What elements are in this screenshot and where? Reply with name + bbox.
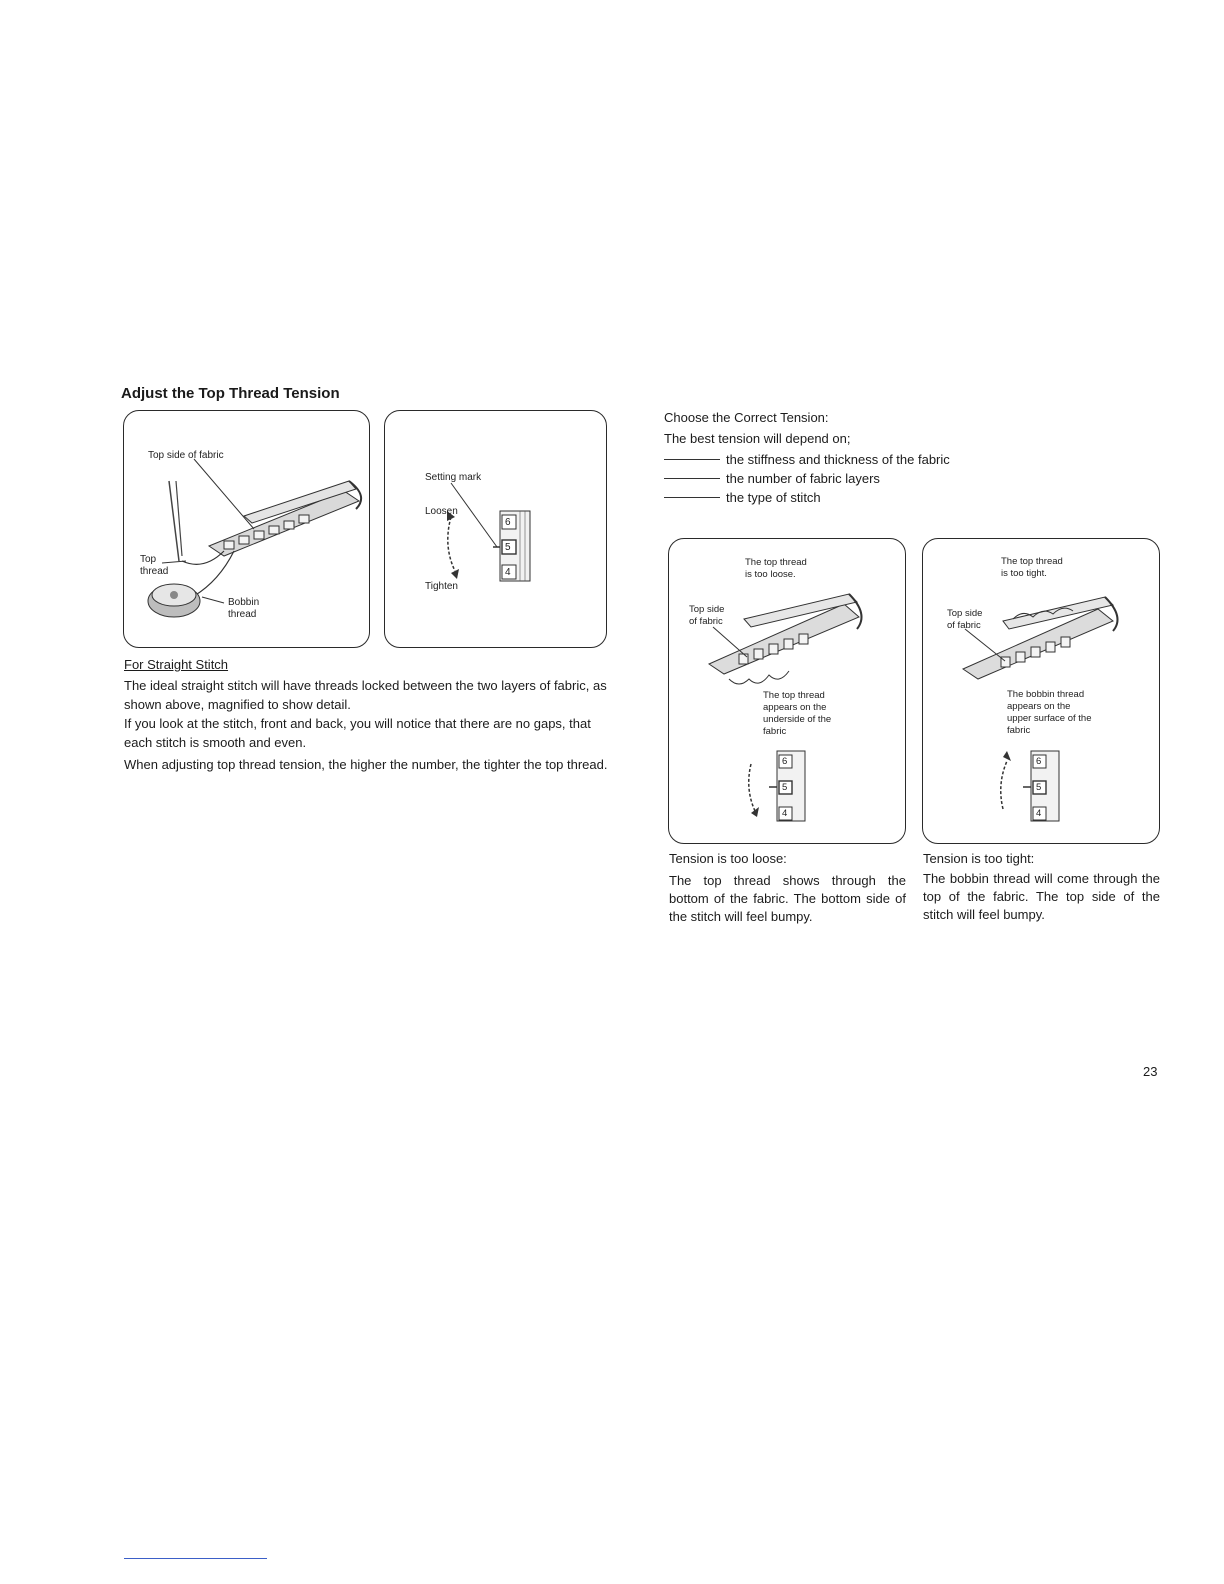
loose-top-side-2: of fabric: [689, 616, 723, 627]
figure-stitch-diagram: [123, 410, 370, 648]
tight-dial-5: 5: [1036, 782, 1042, 793]
tight-note-2: appears on the: [1007, 701, 1071, 712]
dash-line: [664, 478, 720, 479]
tight-caption-2: is too tight.: [1001, 568, 1047, 579]
label-bobbin-2: thread: [228, 609, 257, 620]
loose-note-1: The top thread: [763, 690, 825, 701]
dial-number-4: 4: [505, 567, 511, 578]
tight-note-1: The bobbin thread: [1007, 689, 1085, 700]
tension-factor-text: the number of fabric layers: [726, 471, 880, 486]
label-loosen: Loosen: [425, 506, 458, 517]
loose-dial-5: 5: [782, 782, 788, 793]
tight-note-3: upper surface of the: [1007, 713, 1092, 724]
loose-caption-2: is too loose.: [745, 569, 796, 580]
figure-tension-dial: [384, 410, 607, 648]
tight-body: The bobbin thread will come through the top of the fabric. The top side of the stitch will feel bumpy.: [923, 871, 1160, 922]
dash-line: [664, 459, 720, 460]
straight-stitch-p1: The ideal straight stitch will have threads locked between the two layers of fabric, as shown above, magnified to show detail.: [124, 678, 607, 712]
correct-tension-heading: Choose the Correct Tension:: [664, 410, 829, 425]
label-top-side-fabric: Top side of fabric: [148, 450, 224, 461]
loose-note-4: fabric: [763, 726, 787, 737]
straight-stitch-p3: When adjusting top thread tension, the higher the number, the tighter the top thread.: [124, 757, 608, 772]
correct-tension-intro: The best tension will depend on;: [664, 431, 851, 446]
dial-illustration: [385, 411, 606, 647]
dash-line: [664, 497, 720, 498]
label-tighten: Tighten: [425, 581, 458, 592]
tension-factor-text: the stiffness and thickness of the fabric: [726, 452, 950, 467]
loose-note-3: underside of the: [763, 714, 832, 725]
section-title: Adjust the Top Thread Tension: [121, 385, 340, 402]
tension-factor-text: the type of stitch: [726, 490, 821, 505]
tight-dial-6: 6: [1036, 756, 1042, 767]
loose-top-side-1: Top side: [689, 604, 725, 615]
loose-note-2: appears on the: [763, 702, 827, 713]
tight-heading: Tension is too tight:: [923, 851, 1035, 866]
page-number: 23: [1143, 1064, 1158, 1079]
tension-factor-item: [664, 450, 950, 469]
dial-number-6: 6: [505, 517, 511, 528]
tight-dial-4: 4: [1036, 808, 1042, 819]
loose-heading: Tension is too loose:: [669, 851, 787, 866]
figure-tension-too-tight: [922, 538, 1160, 844]
dial-number-5: 5: [505, 542, 511, 553]
straight-stitch-p2: If you look at the stitch, front and back, you will notice that there are no gaps, that each stitch is smooth and even.: [124, 716, 591, 750]
footer-rule: [124, 1558, 267, 1559]
loose-caption-1: The top thread: [745, 557, 807, 568]
label-top-thread-1: Top: [140, 554, 157, 565]
tight-caption-1: The top thread: [1001, 556, 1063, 567]
label-bobbin-1: Bobbin: [228, 597, 260, 608]
label-top-thread-2: thread: [140, 566, 169, 577]
tight-note-4: fabric: [1007, 725, 1031, 736]
label-setting-mark: Setting mark: [425, 472, 482, 483]
tension-factor-item: [664, 469, 880, 488]
loose-body: The top thread shows through the bottom of the fabric. The bottom side of the stitch will feel bumpy.: [669, 873, 906, 924]
straight-stitch-heading: For Straight Stitch: [124, 657, 229, 672]
tight-top-side-1: Top side: [947, 608, 983, 619]
tension-factor-item: [664, 488, 821, 507]
loose-dial-6: 6: [782, 756, 788, 767]
tight-top-side-2: of fabric: [947, 620, 981, 631]
figure-tension-too-loose: [668, 538, 906, 844]
loose-dial-4: 4: [782, 808, 788, 819]
